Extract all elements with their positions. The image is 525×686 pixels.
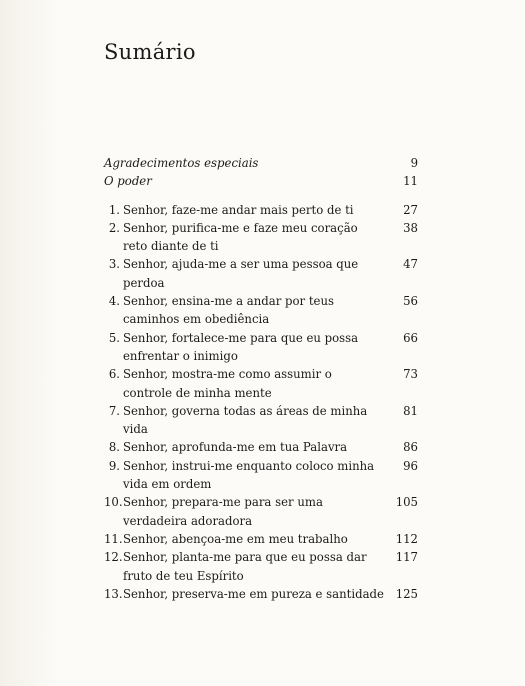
chapter-title: Senhor, ensina-me a andar por teus caminhos em obediência xyxy=(123,294,334,327)
chapter-number: 9. xyxy=(108,458,120,473)
table-of-contents xyxy=(104,154,418,603)
chapter-title: Senhor, abençoa-me em meu trabalho xyxy=(123,531,348,546)
chapter-title: Senhor, aprofunda-me em tua Palavra xyxy=(123,440,348,455)
toc-chapter-2[interactable] xyxy=(104,219,418,256)
chapter-title: Senhor, governa todas as áreas de minha vida xyxy=(123,403,368,437)
toc-entry-label: O poder xyxy=(104,174,152,189)
toc-chapter-4[interactable] xyxy=(104,292,418,329)
chapter-page: 38 xyxy=(403,220,418,235)
chapter-title: Senhor, fortalece-me para que eu possa enfrentar o inimigo xyxy=(123,330,359,363)
toc-chapter-1[interactable] xyxy=(104,201,418,219)
chapter-page: 56 xyxy=(403,294,418,309)
chapter-page: 73 xyxy=(403,367,418,382)
chapter-page: 66 xyxy=(403,330,418,345)
chapter-title: Senhor, prepara-me para ser uma verdadeira adoradora xyxy=(123,495,323,528)
toc-entry-o-poder[interactable] xyxy=(104,172,418,190)
toc-entry-label: Agradecimentos especiais xyxy=(104,156,259,170)
chapter-number: 11. xyxy=(104,531,123,546)
toc-chapter-12[interactable] xyxy=(104,548,418,585)
chapter-number: 13. xyxy=(104,586,123,601)
toc-chapter-8[interactable] xyxy=(104,438,418,456)
toc-chapter-13[interactable] xyxy=(104,585,418,603)
toc-entry-page: 11 xyxy=(403,174,418,189)
chapter-number: 7. xyxy=(108,403,120,418)
toc-chapter-9[interactable] xyxy=(104,457,418,494)
chapter-title: Senhor, purifica-me e faze meu coração reto diante de ti xyxy=(123,220,358,254)
chapter-number: 2. xyxy=(108,220,120,235)
chapter-page: 86 xyxy=(403,440,418,455)
toc-chapter-10[interactable] xyxy=(104,493,418,530)
toc-chapter-6[interactable] xyxy=(104,365,418,402)
chapter-page: 81 xyxy=(403,403,418,418)
chapter-number: 1. xyxy=(108,202,120,217)
chapter-number: 12. xyxy=(104,550,123,565)
chapter-page: 125 xyxy=(395,586,418,601)
chapter-title: Senhor, preserva-me em pureza e santidade xyxy=(123,586,384,601)
toc-spacer xyxy=(104,191,418,201)
chapter-number: 3. xyxy=(108,257,120,272)
chapter-page: 105 xyxy=(395,495,418,510)
chapter-title: Senhor, faze-me andar mais perto de ti xyxy=(123,202,354,217)
toc-entry-acknowledgements[interactable] xyxy=(104,154,418,172)
toc-chapter-3[interactable] xyxy=(104,255,418,292)
chapter-title: Senhor, ajuda-me a ser uma pessoa que perdoa xyxy=(123,257,359,290)
chapter-page: 96 xyxy=(403,458,418,473)
chapter-number: 8. xyxy=(108,440,120,455)
toc-chapter-11[interactable] xyxy=(104,530,418,548)
chapter-title: Senhor, planta-me para que eu possa dar fruto de teu Espírito xyxy=(123,550,367,583)
chapter-page: 117 xyxy=(395,550,418,565)
chapter-page: 112 xyxy=(395,531,418,546)
page-title: Sumário xyxy=(104,40,196,64)
chapter-page: 27 xyxy=(403,202,418,217)
toc-chapter-7[interactable] xyxy=(104,402,418,439)
chapter-title: Senhor, instrui-me enquanto coloco minha vida em ordem xyxy=(123,458,375,492)
page-binding-shadow xyxy=(0,0,60,686)
chapter-number: 4. xyxy=(108,294,120,309)
chapter-page: 47 xyxy=(403,257,418,272)
chapter-number: 5. xyxy=(108,330,120,345)
chapter-number: 6. xyxy=(108,367,120,382)
chapter-number: 10. xyxy=(104,495,123,510)
toc-chapter-5[interactable] xyxy=(104,329,418,366)
chapter-title: Senhor, mostra-me como assumir o controle de minha mente xyxy=(123,367,332,400)
toc-entry-page: 9 xyxy=(410,156,418,170)
